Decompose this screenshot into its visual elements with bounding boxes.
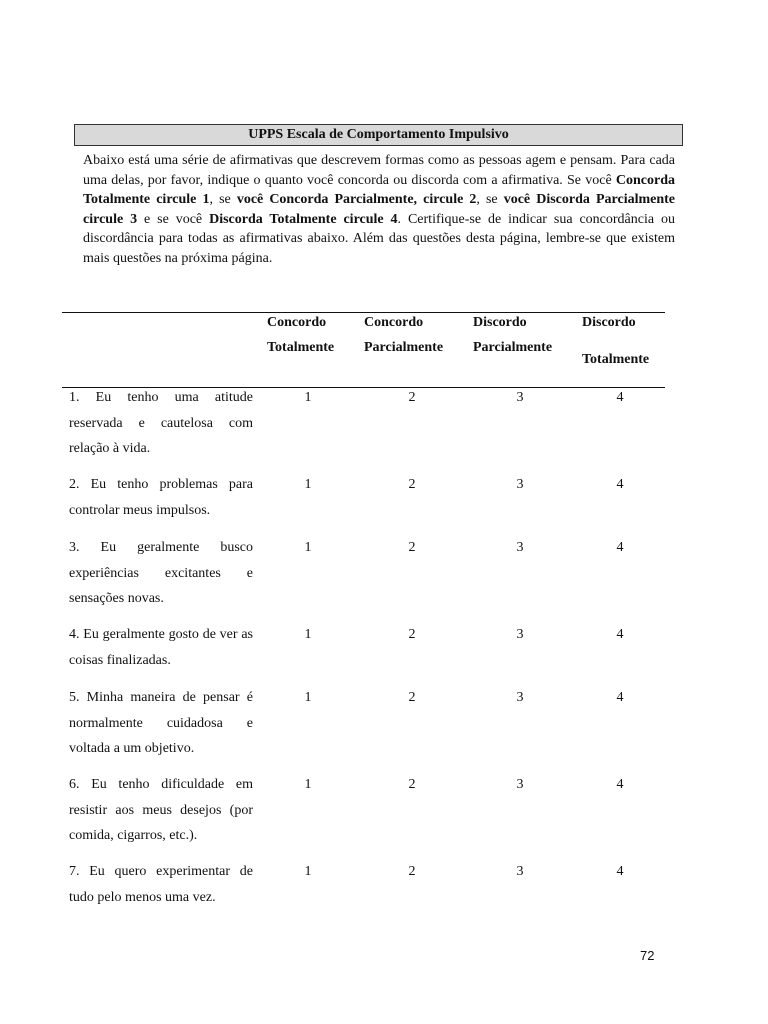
column-header-line2: Totalmente — [582, 352, 650, 367]
option-1[interactable]: 1 — [304, 627, 312, 642]
option-3[interactable]: 3 — [516, 390, 524, 405]
column-header-line1: Concordo — [267, 315, 327, 330]
option-2[interactable]: 2 — [408, 690, 416, 705]
page-number: 72 — [640, 948, 655, 963]
intro-text-5: . Certifique-se de indicar sua concordância ou discordância para todas as afirmativas abaixo. Além das questões desta página, lembre-se que existem mais questões na próxima página. — [83, 211, 675, 266]
option-2[interactable]: 2 — [408, 540, 416, 555]
scale-title: UPPS Escala de Comportamento Impulsivo — [74, 124, 683, 146]
column-header-line2: Totalmente — [267, 340, 335, 355]
column-header-line2: Parcialmente — [364, 340, 444, 355]
option-4[interactable]: 4 — [616, 627, 624, 642]
option-3[interactable]: 3 — [516, 627, 524, 642]
option-2[interactable]: 2 — [408, 477, 416, 492]
option-4[interactable]: 4 — [616, 777, 624, 792]
option-2[interactable]: 2 — [408, 390, 416, 405]
column-header-line2: Parcialmente — [473, 340, 553, 355]
column-header-discordo-totalmente — [582, 314, 649, 369]
table-top-rule — [62, 312, 665, 313]
question-text: 1. Eu tenho uma atitude reservada e cautelosa com relação à vida. — [69, 390, 253, 456]
instructions-paragraph — [83, 151, 675, 268]
option-1[interactable]: 1 — [304, 864, 312, 879]
option-1[interactable]: 1 — [304, 477, 312, 492]
intro-text-2: , se — [209, 192, 237, 207]
option-3[interactable]: 3 — [516, 777, 524, 792]
option-3[interactable]: 3 — [516, 864, 524, 879]
option-4[interactable]: 4 — [616, 477, 624, 492]
column-header-concordo-totalmente — [267, 314, 334, 357]
intro-bold-1: Concorda Totalmente circule 1 — [83, 172, 675, 207]
option-3[interactable]: 3 — [516, 690, 524, 705]
question-text: 4. Eu geralmente gosto de ver as coisas finalizadas. — [69, 627, 253, 668]
option-3[interactable]: 3 — [516, 477, 524, 492]
question-text: 6. Eu tenho dificuldade em resistir aos meus desejos (por comida, cigarros, etc.). — [69, 777, 253, 843]
option-3[interactable]: 3 — [516, 540, 524, 555]
intro-text-3: , se — [476, 192, 504, 207]
option-1[interactable]: 1 — [304, 390, 312, 405]
intro-bold-3: você Discorda Parcialmente circule 3 — [83, 192, 676, 227]
intro-bold-2: você Concorda Parcialmente, circule 2 — [236, 192, 477, 207]
option-2[interactable]: 2 — [408, 777, 416, 792]
column-header-line1: Concordo — [364, 315, 424, 330]
intro-bold-4: Discorda Totalmente circule 4 — [209, 211, 398, 227]
option-1[interactable]: 1 — [304, 540, 312, 555]
column-header-line1: Discordo — [582, 315, 636, 330]
option-2[interactable]: 2 — [408, 864, 416, 879]
intro-text-4: e se você — [137, 211, 210, 227]
question-text: 7. Eu quero experimentar de tudo pelo menos uma vez. — [69, 864, 253, 905]
option-4[interactable]: 4 — [616, 864, 624, 879]
column-header-concordo-parcialmente — [364, 314, 443, 357]
option-1[interactable]: 1 — [304, 690, 312, 705]
option-4[interactable]: 4 — [616, 690, 624, 705]
option-4[interactable]: 4 — [616, 390, 624, 405]
column-header-discordo-parcialmente — [473, 314, 552, 357]
column-header-line1: Discordo — [473, 315, 527, 330]
question-text: 5. Minha maneira de pensar é normalmente cuidadosa e voltada a um objetivo. — [69, 690, 253, 756]
intro-text-1: Abaixo está uma série de afirmativas que descrevem formas como as pessoas agem e pensam. Para cada uma delas, por favor, indique o quanto você concorda ou discorda com a afirmativa. Se você — [83, 153, 675, 188]
question-text: 3. Eu geralmente busco experiências excitantes e sensações novas. — [69, 540, 253, 606]
option-1[interactable]: 1 — [304, 777, 312, 792]
option-4[interactable]: 4 — [616, 540, 624, 555]
question-text: 2. Eu tenho problemas para controlar meus impulsos. — [69, 477, 253, 518]
option-2[interactable]: 2 — [408, 627, 416, 642]
